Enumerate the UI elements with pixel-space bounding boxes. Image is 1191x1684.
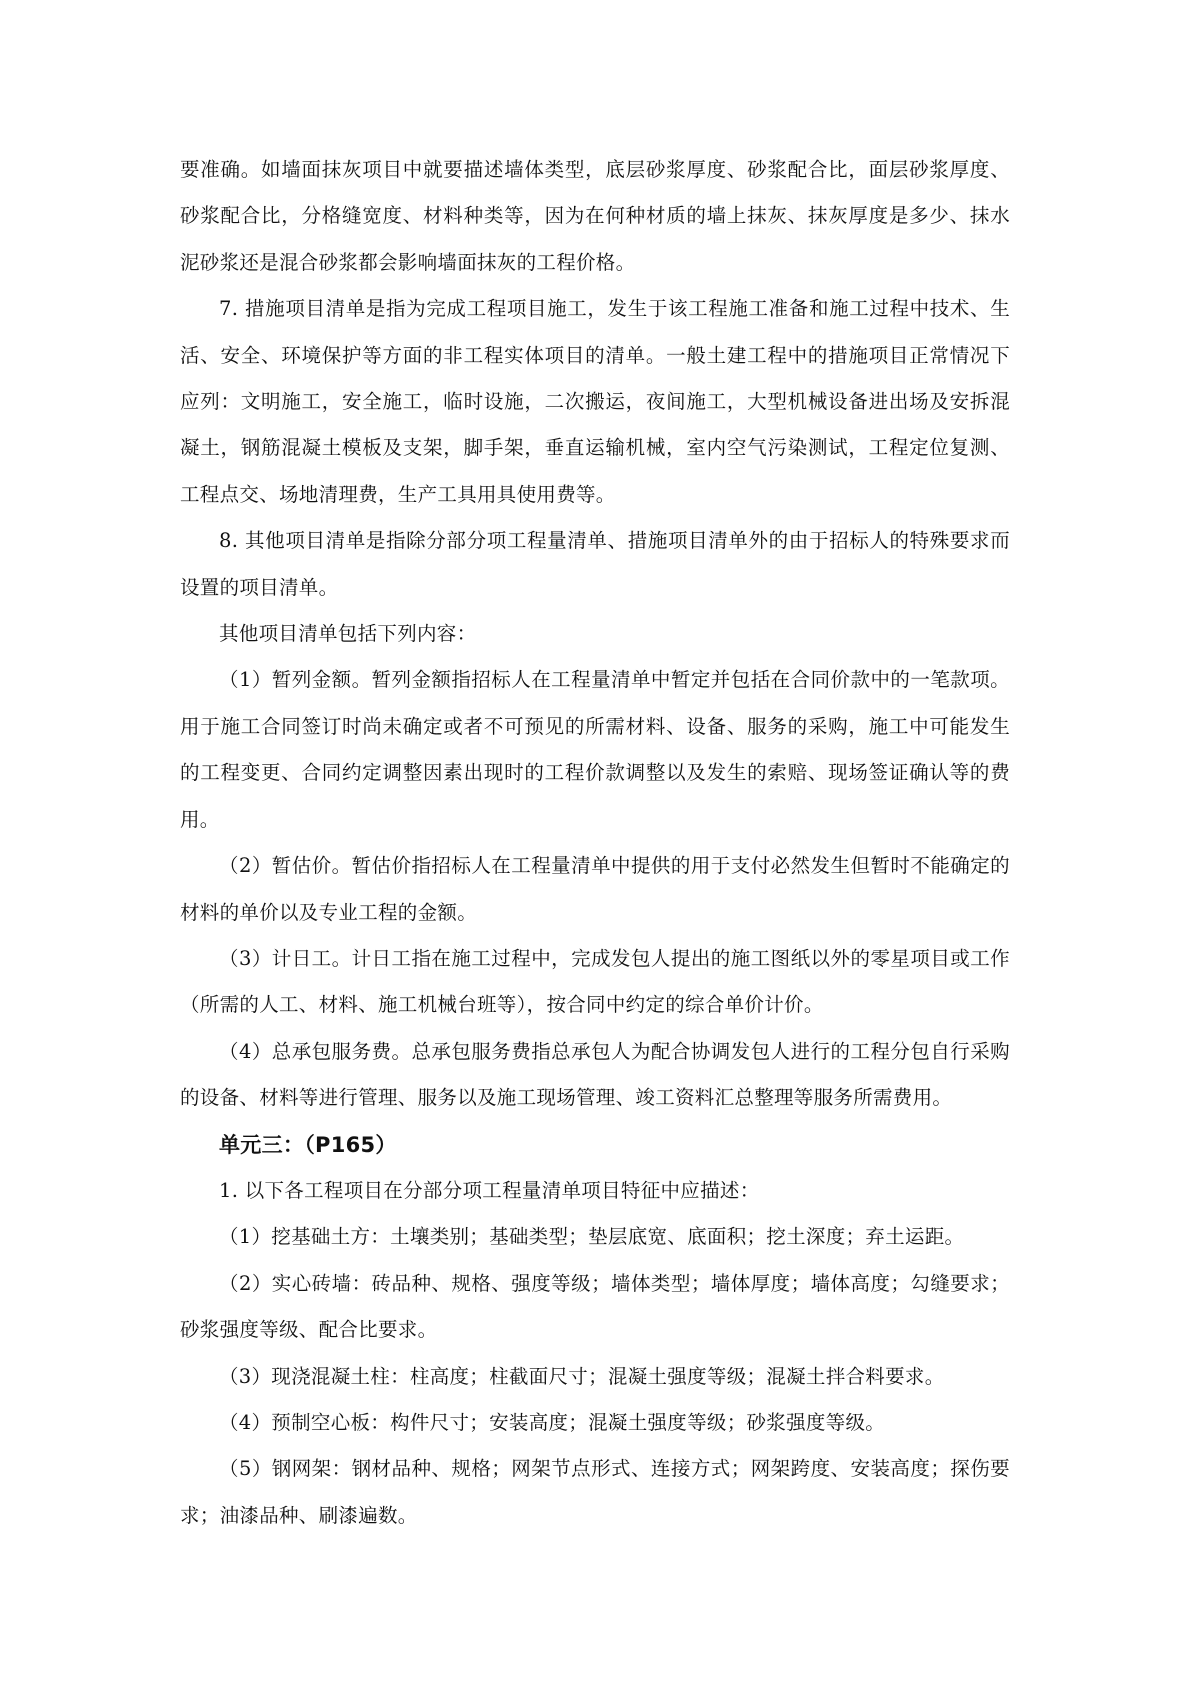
document-page xyxy=(180,147,1010,1539)
paragraph-provisional-sum: （1）暂列金额。暂列金额指招标人在工程量清单中暂定并包括在合同价款中的一笔款项。用于施工合同签订时尚未确定或者不可预见的所需材料、设备、服务的采购，施工中可能发生的工程变更、合同约定调整因素出现时的工程价款调整以及发生的索赔、现场签证确认等的费用。 xyxy=(180,668,1010,831)
section-subitem-earthwork: （1）挖基础土方：土壤类别；基础类型；垫层底宽、底面积；挖土深度；弃土运距。 xyxy=(219,1225,965,1249)
paragraph-provisional-estimate: （2）暂估价。暂估价指招标人在工程量清单中提供的用于支付必然发生但暂时不能确定的材料的单价以及专业工程的金额。 xyxy=(180,854,1010,924)
paragraph-general-contractor-fee: （4）总承包服务费。总承包服务费指总承包人为配合协调发包人进行的工程分包自行采购的设备、材料等进行管理、服务以及施工现场管理、竣工资料汇总整理等服务所需费用。 xyxy=(180,1039,1010,1110)
paragraph-item-8: 8. 其他项目清单是指除分部分项工程量清单、措施项目清单外的由于招标人的特殊要求而设置的项目清单。 xyxy=(180,529,1010,599)
paragraph-continuation: 要准确。如墙面抹灰项目中就要描述墙体类型，底层砂浆厚度、砂浆配合比，面层砂浆厚度、砂浆配合比，分格缝宽度、材料种类等，因为在何种材质的墙上抹灰、抹灰厚度是多少、抹水泥砂浆还是混合砂浆都会影响墙面抹灰的工程价格。 xyxy=(180,158,1010,274)
section-heading: 单元三：（P165） xyxy=(219,1132,397,1157)
section-subitem-steel-grid: （5）钢网架：钢材品种、规格；网架节点形式、连接方式；网架跨度、安装高度；探伤要求；油漆品种、刷漆遍数。 xyxy=(180,1457,1010,1527)
section-subitem-hollow-slab: （4）预制空心板：构件尺寸；安装高度；混凝土强度等级；砂浆强度等级。 xyxy=(219,1410,886,1434)
section-subitem-concrete-column: （3）现浇混凝土柱：柱高度；柱截面尺寸；混凝土强度等级；混凝土拌合料要求。 xyxy=(219,1364,945,1388)
paragraph-item-7: 7. 措施项目清单是指为完成工程项目施工，发生于该工程施工准备和施工过程中技术、生活、安全、环境保护等方面的非工程实体项目的清单。一般土建工程中的措施项目正常情况下应列：文明施工，安全施工，临时设施，二次搬运，夜间施工，大型机械设备进出场及安拆混凝土，钢筋混凝土模板及支架，脚手架，垂直运输机械，室内空气污染测试，工程定位复测、工程点交、场地清理费，生产工具用具使用费等。 xyxy=(180,297,1010,506)
paragraph-daywork: （3）计日工。计日工指在施工过程中，完成发包人提出的施工图纸以外的零星项目或工作（所需的人工、材料、施工机械台班等），按合同中约定的综合单价计价。 xyxy=(180,946,1010,1017)
section-subitem-brick-wall: （2）实心砖墙：砖品种、规格、强度等级；墙体类型；墙体厚度；墙体高度；勾缝要求；砂浆强度等级、配合比要求。 xyxy=(180,1271,1010,1342)
section-item-1: 1. 以下各工程项目在分部分项工程量清单项目特征中应描述： xyxy=(219,1178,760,1202)
paragraph-other-items-intro: 其他项目清单包括下列内容： xyxy=(219,622,477,646)
